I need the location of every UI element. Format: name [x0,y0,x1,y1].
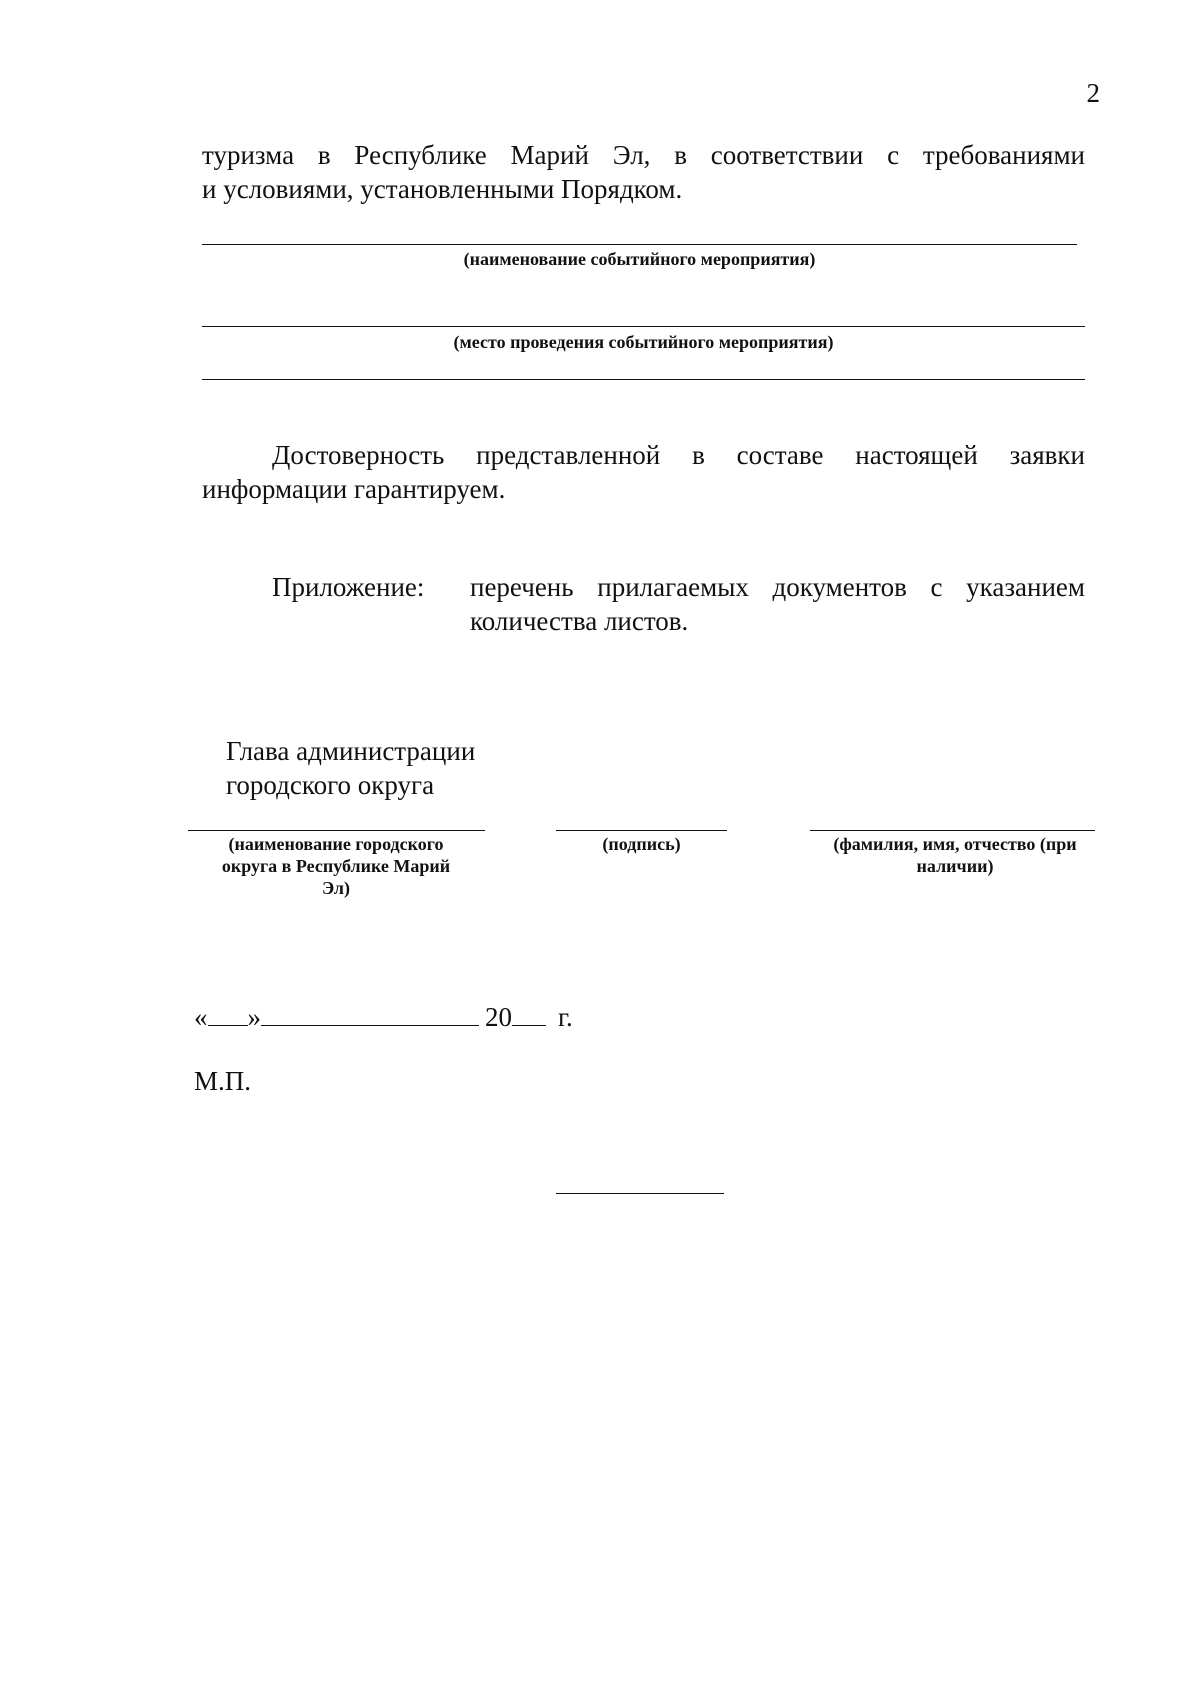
guarantee-line-2: информации гарантируем. [202,474,506,504]
date-open-quote: « [194,1002,208,1032]
event-place-line [202,326,1085,327]
date-day-blank [208,1003,248,1026]
event-place-caption: (место проведения событийного мероприятия) [453,332,834,352]
full-name-caption: (фамилия, имя, отчество (при наличии) [833,834,1077,876]
appendix-label: Приложение: [272,572,425,602]
date-year-blank [512,1003,546,1026]
appendix-line-2: количества листов. [470,606,689,636]
district-signature-line [188,830,485,831]
intro-line-1: туризма в Республике Марий Эл, в соответствии с требованиями [202,140,1085,170]
guarantee-paragraph [202,438,1085,506]
signatory-block [226,734,626,802]
appendix-text [470,570,1085,638]
stamp-label: М.П. [194,1066,252,1096]
date-year-prefix: 20 [485,1002,512,1032]
intro-line-2: и условиями, установленными Порядком. [202,174,683,204]
date-month-blank [261,1003,479,1026]
district-caption: (наименование городского округа в Республике Марий Эл) [221,834,451,898]
signatory-line-2: городского округа [226,770,435,800]
date-line [194,1000,573,1034]
date-close-quote: » [247,1002,261,1032]
date-year-suffix: г. [558,1002,573,1032]
signature-caption: (подпись) [602,834,681,854]
full-name-line [810,830,1095,831]
end-rule [556,1193,724,1194]
appendix-line-1: перечень прилагаемых документов с указанием [470,572,1085,602]
signatory-line-1: Глава администрации [226,736,476,766]
signature-line [556,830,727,831]
guarantee-line-1: Достоверность представленной в составе настоящей заявки [272,440,1085,470]
event-name-line [202,244,1077,245]
page-number: 2 [1086,78,1100,108]
event-name-caption: (наименование событийного мероприятия) [463,249,816,269]
intro-paragraph [202,138,1085,206]
event-place-extra-line [202,379,1085,380]
